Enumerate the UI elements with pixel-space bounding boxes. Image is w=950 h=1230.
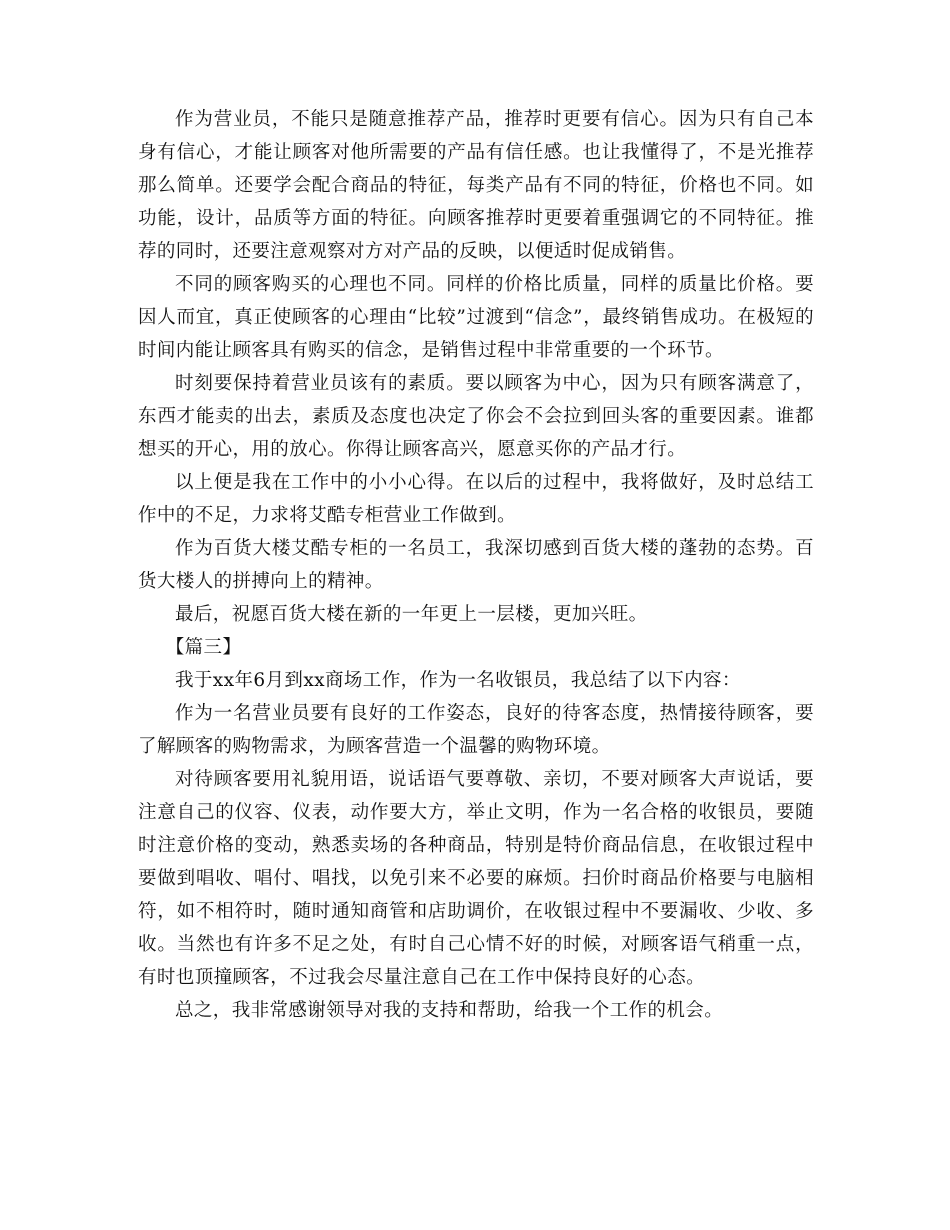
paragraph-thanks: 总之，我非常感谢领导对我的支持和帮助，给我一个工作的机会。: [175, 1000, 724, 1021]
paragraph-cashier-intro: 我于xx年6月到xx商场工作，作为一名收银员，我总结了以下内容：: [175, 670, 741, 691]
paragraph-work-attitude: 作为一名营业员要有良好的工作姿态，良好的待客态度，热情接待顾客，要了解顾客的购物需求，为顾客营造一个温馨的购物环境。: [138, 703, 814, 757]
paragraph-work-summary: 以上便是我在工作中的小小心得。在以后的过程中，我将做好，及时总结工作中的不足，力求将艾酷专柜营业工作做到。: [138, 472, 814, 526]
paragraph-cashier-etiquette: 对待顾客要用礼貌用语，说话语气要尊敬、亲切，不要对顾客大声说话，要注意自己的仪容、仪表，动作要大方，举止文明，作为一名合格的收银员，要随时注意价格的变动，熟悉卖场的各种商品，特别是特价商品信息，在收银过程中要做到唱收、唱付、唱找，以免引来不必要的麻烦。扫价时商品价格要与电脑相符，如不相符时，随时通知商管和店助调价，在收银过程中不要漏收、少收、多收。当然也有许多不足之处，有时自己心情不好的时候，对顾客语气稍重一点，有时也顶撞顾客，不过我会尽量注意自己在工作中保持良好的心态。: [138, 769, 814, 988]
paragraph-department-store-employee: 作为百货大楼艾酷专柜的一名员工，我深切感到百货大楼的蓬勃的态势。百货大楼人的拼搏向上的精神。: [138, 538, 814, 592]
paragraph-closing-wish: 最后，祝愿百货大楼在新的一年更上一层楼，更加兴旺。: [175, 604, 648, 625]
document-body: [138, 103, 814, 1027]
paragraph-salesperson-quality: 时刻要保持着营业员该有的素质。要以顾客为中心，因为只有顾客满意了，东西才能卖的出去，素质及态度也决定了你会不会拉到回头客的重要因素。谁都想买的开心，用的放心。你得让顾客高兴，愿意买你的产品才行。: [138, 373, 814, 460]
section-heading-part-three: 【篇三】: [165, 637, 242, 658]
paragraph-salesperson-confidence: 作为营业员，不能只是随意推荐产品，推荐时更要有信心。因为只有自己本身有信心，才能让顾客对他所需要的产品有信任感。也让我懂得了，不是光推荐那么简单。还要学会配合商品的特征，每类产品有不同的特征，价格也不同。如功能，设计，品质等方面的特征。向顾客推荐时更要着重强调它的不同特征。推荐的同时，还要注意观察对方对产品的反映，以便适时促成销售。: [138, 109, 814, 262]
paragraph-customer-psychology: 不同的顾客购买的心理也不同。同样的价格比质量，同样的质量比价格。要因人而宜，真正使顾客的心理由“比较”过渡到“信念”，最终销售成功。在极短的时间内能让顾客具有购买的信念，是销售过程中非常重要的一个环节。: [138, 274, 814, 361]
